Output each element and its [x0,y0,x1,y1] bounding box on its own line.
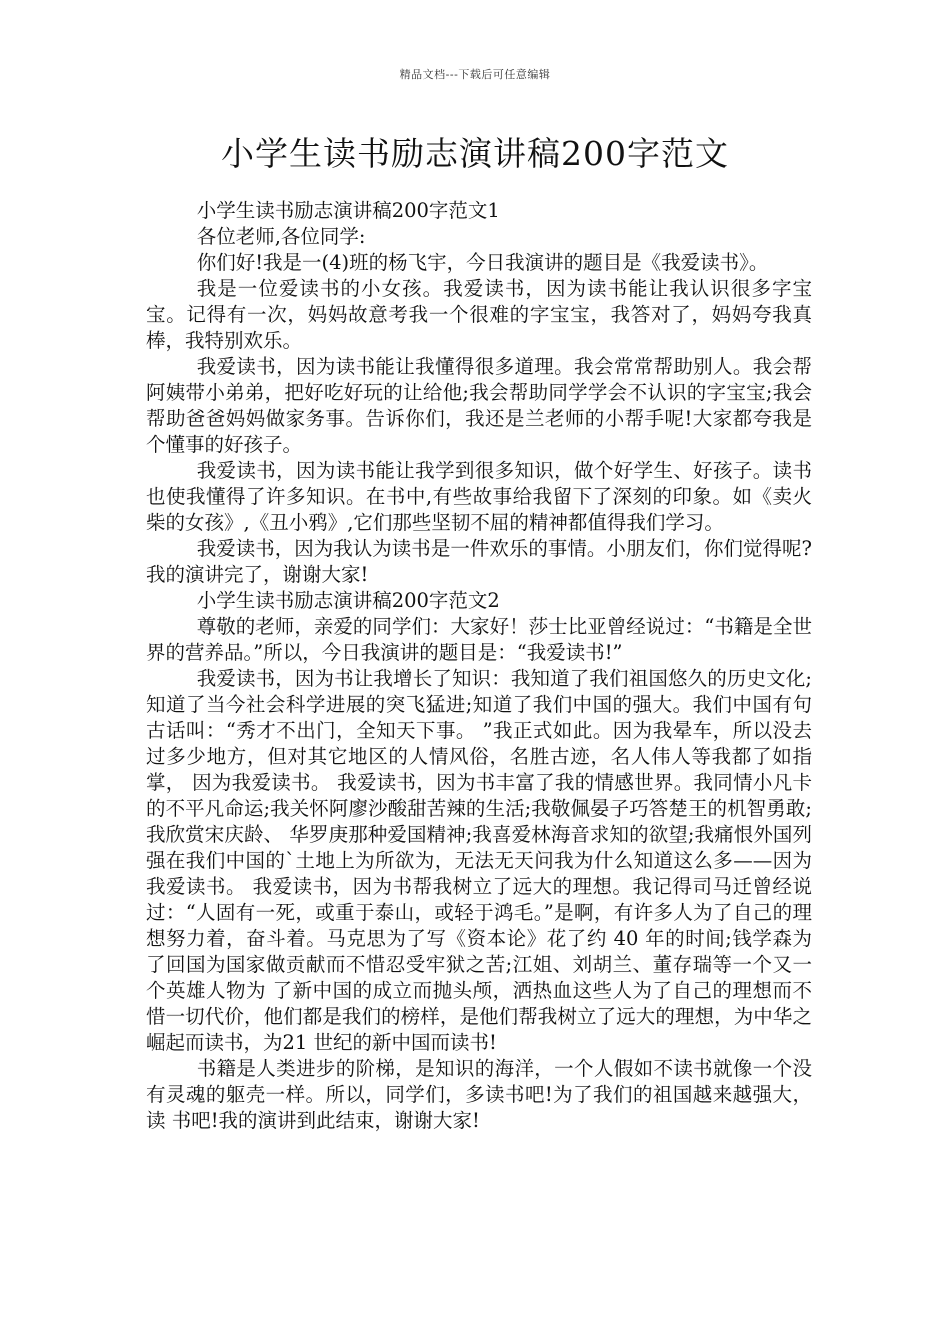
paragraph: 我是一位爱读书的小女孩。我爱读书，因为读书能让我认识很多字宝宝。记得有一次，妈妈故意考我一个很难的字宝宝，我答对了，妈妈夸我真棒，我特别欢乐。 [146,277,812,352]
paragraph: 你们好!我是一(4)班的杨飞宇，今日我演讲的题目是《我爱读书》。 [196,251,769,274]
document-body [146,198,812,1134]
document-title: 小学生读书励志演讲稿200字范文 [221,134,729,173]
section-heading-2: 小学生读书励志演讲稿200字范文2 [196,589,500,612]
header-note: 精品文档---下载后可任意编辑 [399,68,551,81]
paragraph: 我爱读书，因为读书能让我学到很多知识，做个好学生、好孩子。读书也使我懂得了许多知识。在书中,有些故事给我留下了深刻的印象。如《卖火柴的女孩》,《丑小鸦》,它们那些坚韧不屈的精神都值得我们学习。 [146,459,812,534]
paragraph: 书籍是人类进步的阶梯，是知识的海洋，一个人假如不读书就像一个没有灵魂的躯壳一样。所以，同学们，多读书吧!为了我们的祖国越来越强大，读 书吧!我的演讲到此结束，谢谢大家! [146,1057,812,1132]
paragraph: 我爱读书，因为读书能让我懂得很多道理。我会常常帮助别人。我会帮阿姨带小弟弟，把好吃好玩的让给他;我会帮助同学学会不认识的字宝宝;我会帮助爸爸妈妈做家务事。告诉你们，我还是兰老师的小帮手呢!大家都夸我是个懂事的好孩子。 [146,355,812,456]
paragraph: 尊敬的老师，亲爱的同学们：大家好！莎士比亚曾经说过：“书籍是全世界的营养品。”所以，今日我演讲的题目是：“我爱读书!” [146,615,812,664]
salutation: 各位老师,各位同学: [196,225,366,248]
paragraph: 我爱读书，因为书让我增长了知识：我知道了我们祖国悠久的历史文化;知道了当今社会科学进展的突飞猛进;知道了我们中国的强大。我们中国有句古话叫：“秀才不出门，全知天下事。 ”我正式如此。因为我晕车，所以没去过多少地方，但对其它地区的人情风俗，名胜古迹，名人伟人等我都了如指掌， 因为我爱读书。 我爱读书，因为书丰富了我的情感世界。我同情小凡卡的不平凡命运;我关怀阿廖沙酸甜苦辣的生活;我敬佩晏子巧答楚王的机智勇敢;我欣赏宋庆龄、 华罗庚那种爱国精神;我喜爱林海音求知的欲望;我痛恨外国列强在我们中国的`土地上为所欲为，无法无天问我为什么知道这么多——因为我爱读书。 我爱读书，因为书帮我树立了远大的理想。我记得司马迁曾经说过：“人固有一死，或重于泰山，或轻于鸿毛。”是啊，有许多人为了自己的理想努力着，奋斗着。马克思为了写《资本论》花了约 40 年的时间;钱学森为了回国为国家做贡献而不惜忍受牢狱之苦;江姐、刘胡兰、董存瑞等一个又一个英雄人物为 了新中国的成立而抛头颅，洒热血这些人为了自己的理想而不惜一切代价，他们都是我们的榜样，是他们帮我树立了远大的理想，为中华之崛起而读书，为21 世纪的新中国而读书! [146,667,812,1054]
section-heading-1: 小学生读书励志演讲稿200字范文1 [196,199,500,222]
paragraph: 我爱读书，因为我认为读书是一件欢乐的事情。小朋友们，你们觉得呢?我的演讲完了，谢谢大家! [146,537,812,586]
